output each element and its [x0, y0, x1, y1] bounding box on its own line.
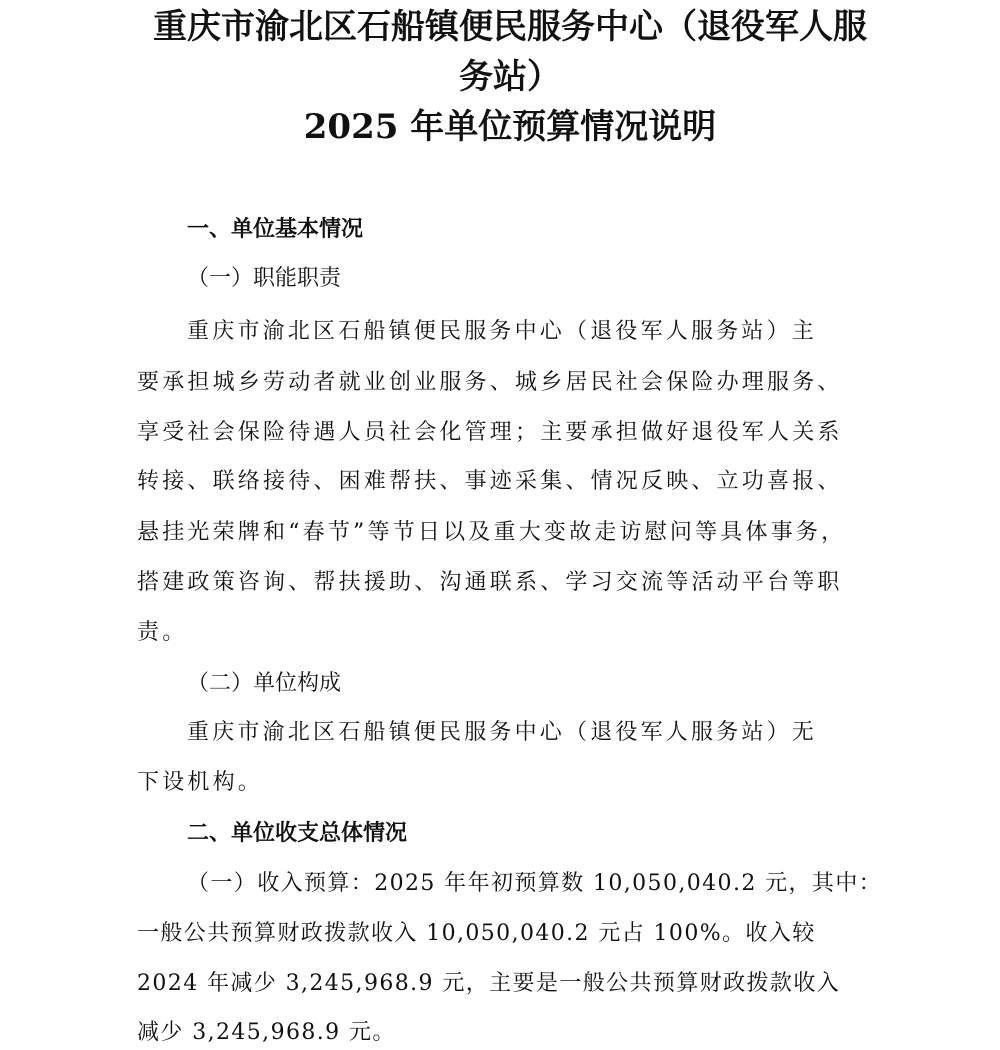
paragraph-line: 一般公共预算财政拨款收入 10,050,040.2 元占 100%。收入较 — [137, 921, 816, 946]
document-title-line-2: 务站） — [459, 57, 561, 97]
paragraph-line: 责。 — [137, 620, 188, 645]
section-heading-basic-info: 一、单位基本情况 — [187, 216, 364, 242]
document-title-line-1: 重庆市渝北区石船镇便民服务中心（退役军人服 — [153, 7, 867, 47]
paragraph-line: 重庆市渝北区石船镇便民服务中心（退役军人服务站）主 — [187, 319, 818, 344]
paragraph-line: 重庆市渝北区石船镇便民服务中心（退役军人服务站）无 — [187, 720, 818, 745]
document-title-line-3: 2025 年单位预算情况说明 — [303, 107, 717, 147]
section-heading-revenue-expenditure: 二、单位收支总体情况 — [187, 820, 408, 846]
paragraph-line: 下设机构。 — [137, 770, 264, 795]
paragraph-line: 悬挂光荣牌和“春节”等节日以及重大变故走访慰问等具体事务， — [137, 520, 847, 545]
subsection-heading-functions: （一）职能职责 — [187, 266, 342, 291]
paragraph-line: 2024 年减少 3,245,968.9 元，主要是一般公共预算财政拨款收入 — [137, 971, 841, 996]
paragraph-line: 搭建政策咨询、帮扶援助、沟通联系、学习交流等活动平台等职 — [137, 570, 843, 595]
paragraph-line: 减少 3,245,968.9 元。 — [137, 1020, 396, 1045]
paragraph-line: 享受社会保险待遇人员社会化管理；主要承担做好退役军人关系 — [137, 420, 843, 445]
paragraph-line: 要承担城乡劳动者就业创业服务、城乡居民社会保险办理服务、 — [137, 370, 843, 395]
paragraph-line: 转接、联络接待、困难帮扶、事迹采集、情况反映、立功喜报、 — [137, 469, 843, 494]
subsection-heading-structure: （二）单位构成 — [187, 671, 342, 696]
paragraph-line: （一）收入预算：2025 年年初预算数 10,050,040.2 元，其中： — [187, 871, 883, 896]
